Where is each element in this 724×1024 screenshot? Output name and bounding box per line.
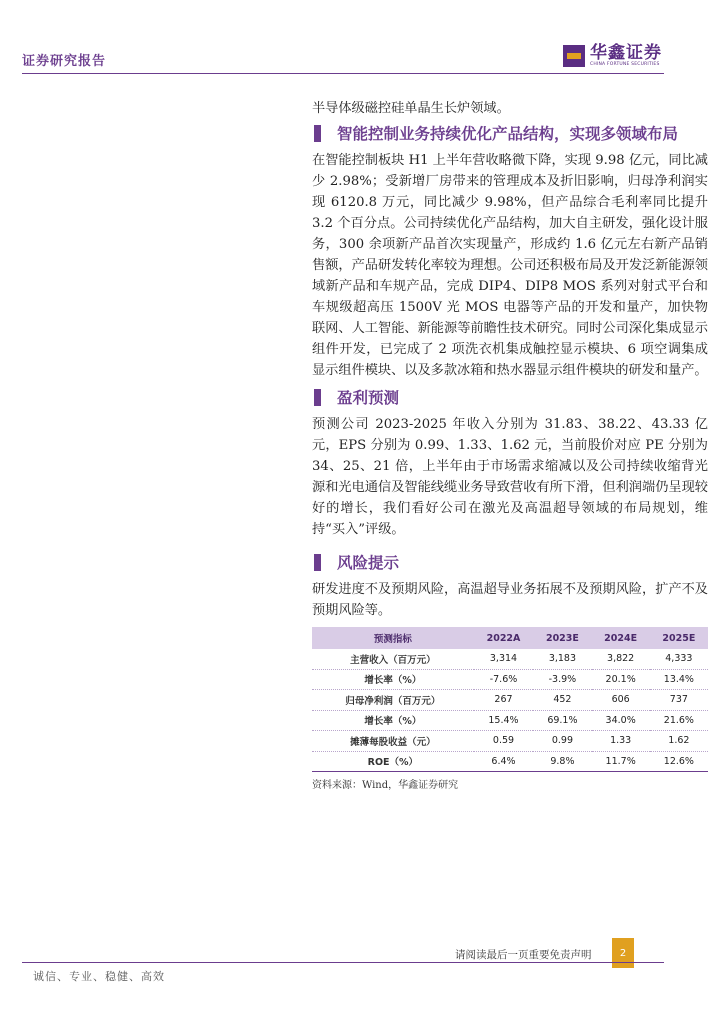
row-label: 归母净利润（百万元） [312,690,474,711]
table-cell: 1.33 [592,731,650,752]
forecast-paragraph: 预测公司 2023-2025 年收入分别为 31.83、38.22、43.33 亿元，EPS 分别为 0.99、1.33、1.62 元，当前股价对应 PE 分别为 34、25、21 倍，上半年由于市场需求缩减以及公司持续收缩背光源和光电通信及智能线缆业务导致营收有所下滑，但利润端仍呈现较好的增长，我们看好公司在激光及高温超导领域的布局规划，维持“买入”评级。 [312,417,708,537]
row-label: 增长率（%） [312,669,474,690]
table-cell: 737 [650,690,708,711]
table-cell: 15.4% [474,710,534,731]
section-title: 盈利预测 [337,388,400,407]
table-cell: -7.6% [474,669,534,690]
table-cell: 20.1% [592,669,650,690]
table-row [312,690,708,711]
table-header-cell: 2024E [592,627,650,649]
row-label: ROE（%） [312,751,474,772]
table-cell: 4,333 [650,649,708,669]
report-header-title: 证券研究报告 [22,54,107,69]
section-title: 智能控制业务持续优化产品结构，实现多领域布局 [337,124,679,143]
header-divider [22,73,664,74]
section-marker [314,554,321,571]
table-cell: 34.0% [592,710,650,731]
table-header-cell: 预测指标 [312,627,474,649]
section-heading-risk [312,552,708,574]
table-cell: 606 [592,690,650,711]
table-cell: 0.59 [474,731,534,752]
logo-english-name: CHINA FORTUNE SECURITIES [590,62,660,67]
table-row [312,751,708,772]
risk-paragraph: 研发进度不及预期风险，高温超导业务拓展不及预期风险，扩产不及预期风险等。 [312,582,708,618]
table-cell: 9.8% [533,751,591,772]
company-logo-icon [563,45,585,67]
table-cell: 13.4% [650,669,708,690]
row-label: 主营收入（百万元） [312,649,474,669]
page-number: 2 [612,938,634,968]
logo [563,44,662,68]
table-header-row [312,627,708,649]
table-header-cell: 2025E [650,627,708,649]
table-cell: -3.9% [533,669,591,690]
forecast-table [312,627,708,772]
table-cell: 452 [533,690,591,711]
footer-divider [22,962,664,963]
table-cell: 3,314 [474,649,534,669]
section-marker [314,389,321,406]
table-row [312,669,708,690]
section-heading-forecast [312,387,708,409]
row-label: 增长率（%） [312,710,474,731]
table-row [312,649,708,669]
table-cell: 3,822 [592,649,650,669]
section-heading-smart-control [312,123,708,145]
section-title: 风险提示 [337,553,400,572]
table-row [312,710,708,731]
table-cell: 0.99 [533,731,591,752]
footer-motto: 诚信、专业、稳健、高效 [33,970,165,983]
table-cell: 6.4% [474,751,534,772]
main-content [312,98,708,791]
table-source-note: 资料来源：Wind，华鑫证券研究 [312,780,459,791]
row-label: 摊薄每股收益（元） [312,731,474,752]
table-cell: 267 [474,690,534,711]
table-cell: 12.6% [650,751,708,772]
disclaimer-note: 请阅读最后一页重要免责声明 [455,949,592,961]
table-cell: 3,183 [533,649,591,669]
table-cell: 21.6% [650,710,708,731]
table-cell: 11.7% [592,751,650,772]
logo-chinese-name: 华鑫证券 [590,43,662,63]
table-cell: 69.1% [533,710,591,731]
smart-control-paragraph: 在智能控制板块 H1 上半年营收略微下降，实现 9.98 亿元，同比减少 2.98%；受新增厂房带来的管理成本及折旧影响，归母净利润实现 6120.8 万元，同比减少 9.98%，但产品综合毛利率同比提升 3.2 个百分点。公司持续优化产品结构，加大自主研发，强化设计服务，300 余项新产品首次实现量产，形成约 1.6 亿元左右新产品销售额，产品研发转化率较为理想。公司还积极布局及开发泛新能源领域新产品和车规产品，完成 DIP4、DIP8 MOS 系列对射式平台和车规级超高压 1500V 光 MOS 电器等产品的开发和量产，加快物联网、人工智能、新能源等前瞻性技术研究。同时公司深化集成显示组件开发，已完成了 2 项洗衣机集成触控显示模块、6 项空调集成显示组件模块、以及多款冰箱和热水器显示组件模块的研发和量产。 [312,153,708,378]
table-header-cell: 2022A [474,627,534,649]
table-cell: 1.62 [650,731,708,752]
table-header-cell: 2023E [533,627,591,649]
section-marker [314,125,321,142]
intro-line: 半导体级磁控硅单晶生长炉领域。 [312,101,510,116]
table-row [312,731,708,752]
